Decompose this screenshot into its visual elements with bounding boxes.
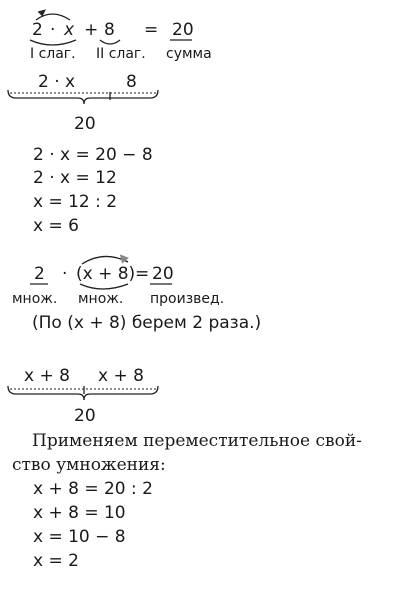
eq-sum-20: 20 [172,20,194,40]
addend-underline-arc [100,40,120,44]
addend-underline-arc [30,40,76,45]
paragraph-line: Применяем переместительное свой- [32,431,362,451]
curly-brace [8,90,158,104]
step-line: x + 8 = 20 : 2 [33,479,153,499]
label-first-addend: I слаг. [30,46,76,62]
step-line: x = 2 [33,551,79,571]
brace-right-label: 8 [126,72,137,92]
eq-term-2: 2 [32,20,43,40]
label-second-addend: II слаг. [96,46,146,62]
eq-dot: · [50,20,56,40]
label-sum: сумма [166,46,212,62]
arrow-head [38,10,45,16]
eq-term-8: 8 [104,20,115,40]
factor-underline-arc [80,284,128,289]
eq-product-20: 20 [152,264,174,284]
step-line: 2 · x = 20 − 8 [33,145,153,165]
eq-plus: + [84,20,99,40]
label-multiplier-1: множ. [12,291,58,307]
curly-brace [8,386,158,400]
step-line: x = 10 − 8 [33,527,126,547]
step-line: x = 12 : 2 [33,192,118,212]
step-line: 2 · x = 12 [33,168,117,188]
step-line: x + 8 = 10 [33,503,126,523]
brace-left-label: 2 · x [38,72,76,92]
eq-equals: = [135,264,150,284]
eq-dot: · [62,264,68,284]
eq-paren-group: (x + 8) [76,264,136,284]
label-multiplier-2: множ. [78,291,124,307]
paragraph-line: ство умножения: [12,455,166,475]
brace-right-label: x + 8 [98,366,144,386]
brace-total-label: 20 [74,114,96,134]
arrow-head [120,255,128,263]
brace-total-label: 20 [74,406,96,426]
brace-left-label: x + 8 [24,366,70,386]
eq-equals: = [144,20,159,40]
label-product: произвед. [150,291,225,307]
note-text: (По (x + 8) берем 2 раза.) [32,313,262,333]
eq-var-x: x [64,20,75,40]
eq-term-2: 2 [34,264,45,284]
step-line: x = 6 [33,216,79,236]
bracket-arrow-arc [82,256,128,264]
